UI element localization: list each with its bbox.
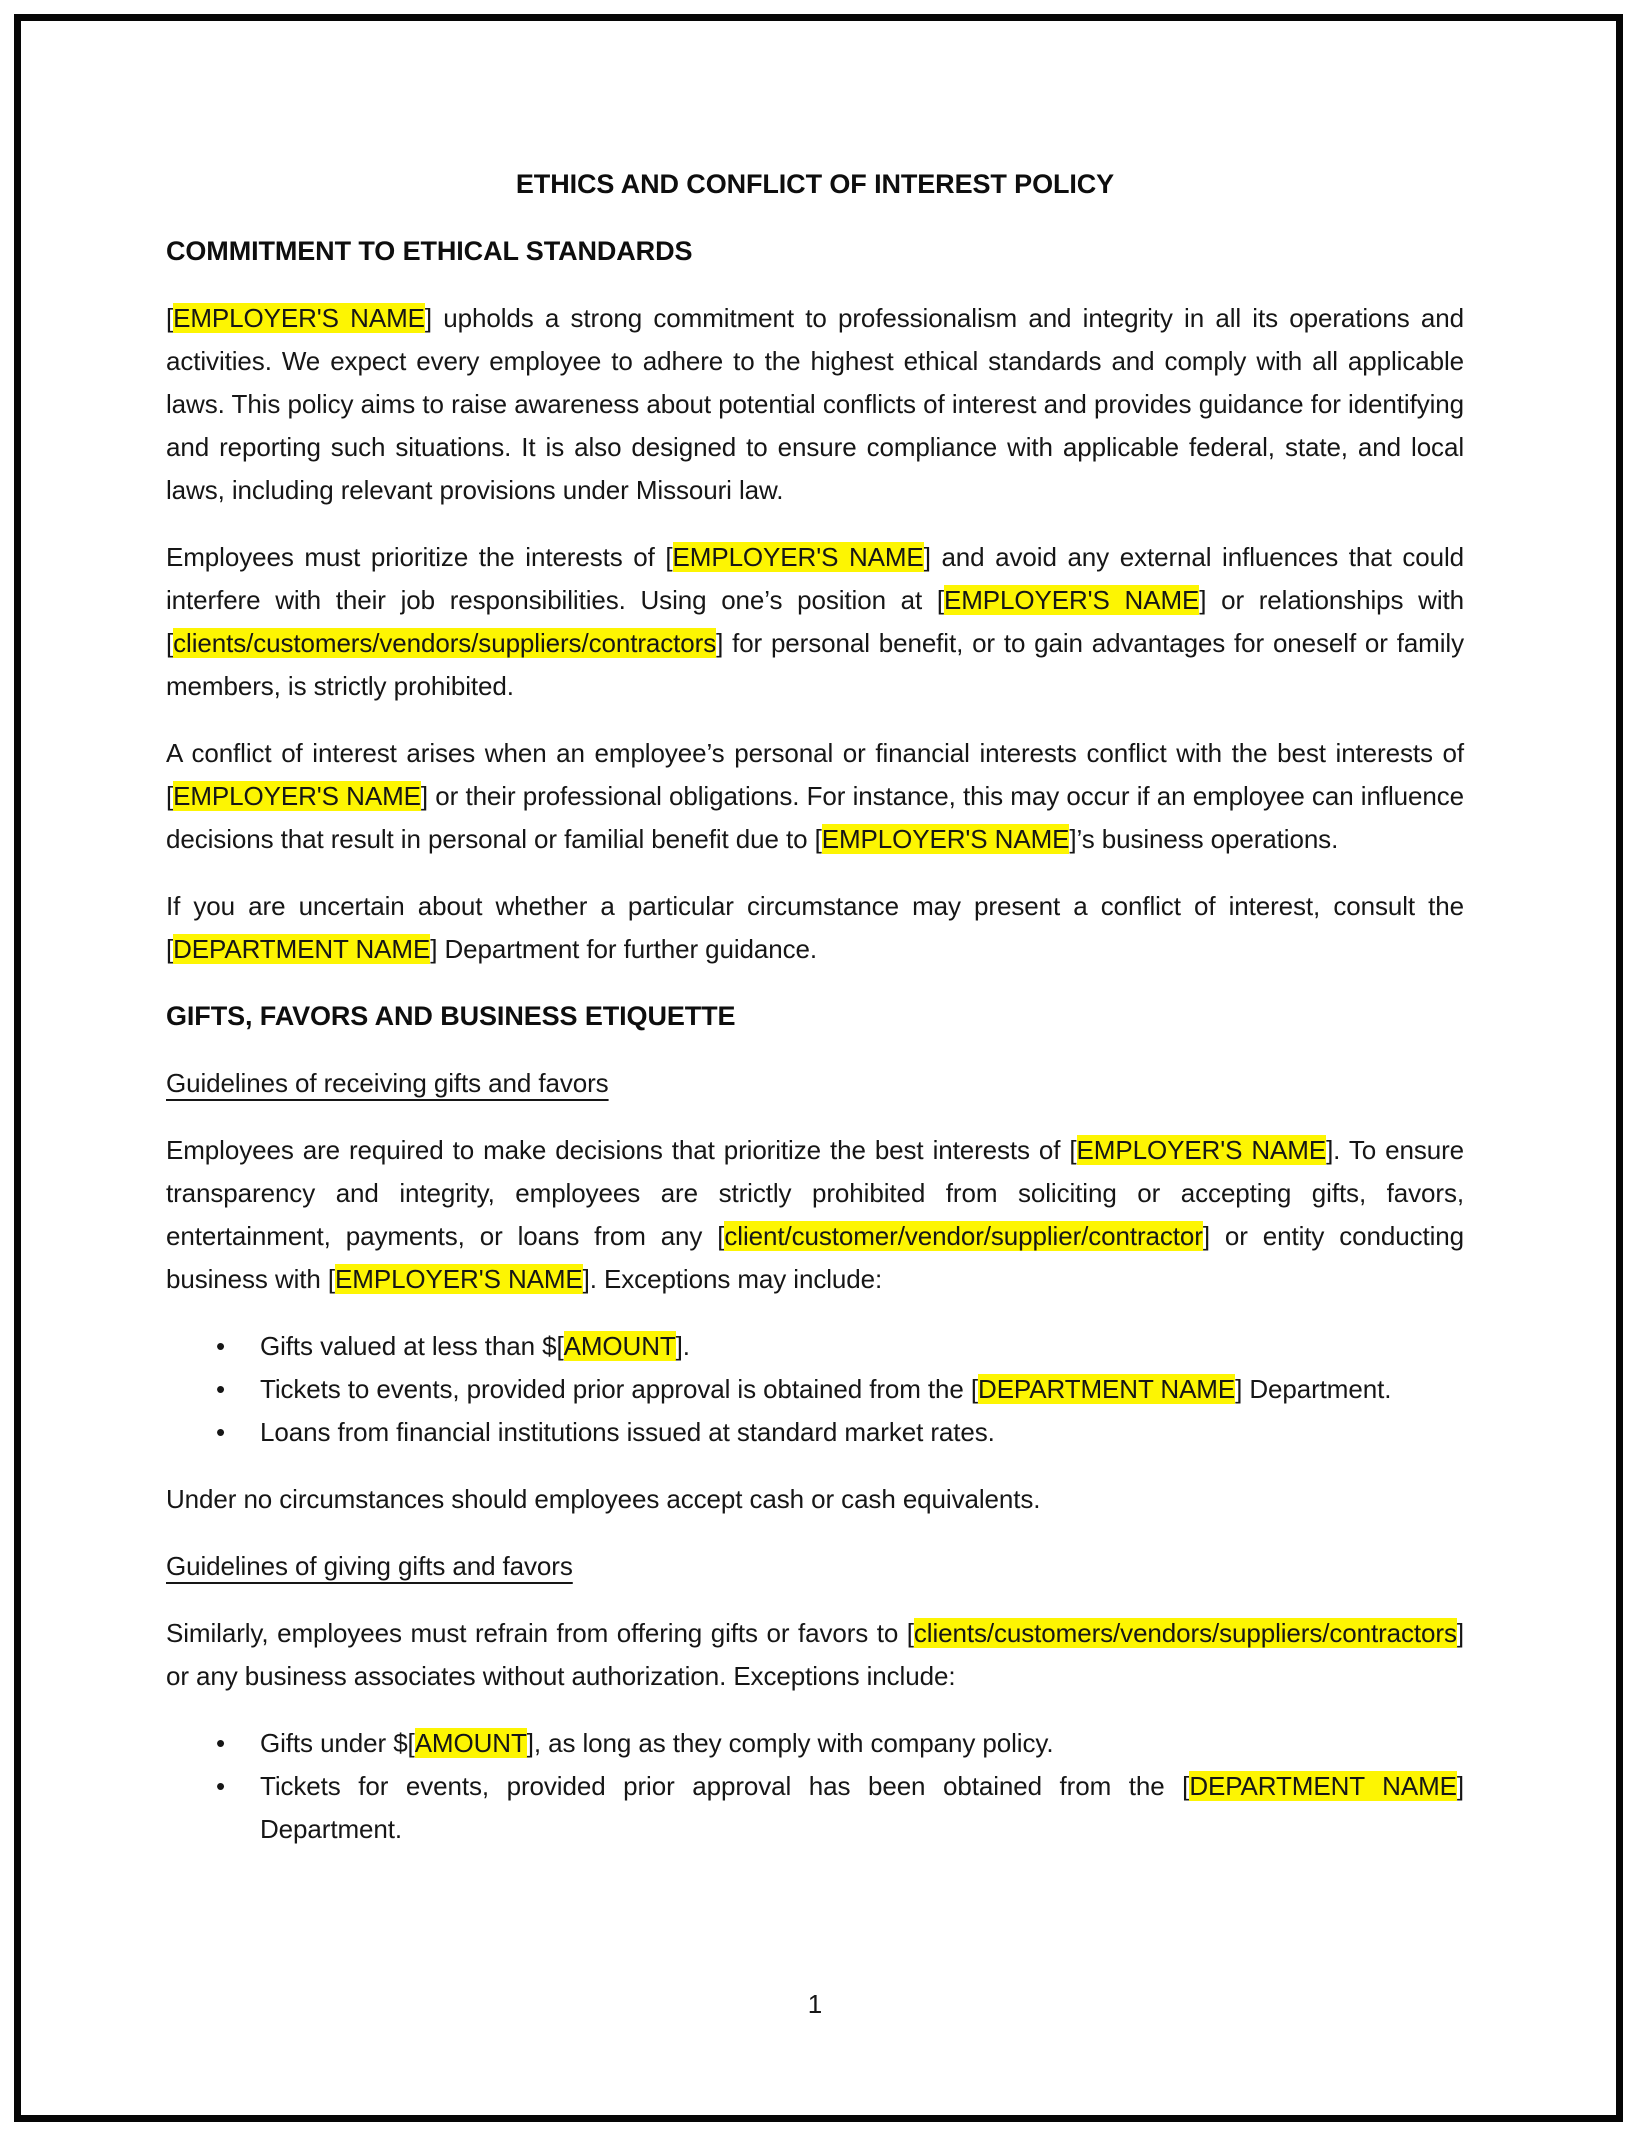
placeholder-highlight: EMPLOYER'S NAME: [944, 585, 1200, 615]
page-number: 1: [807, 1989, 823, 2019]
text-run: ] or entity conducting business with [: [166, 1221, 1465, 1294]
text-run: Loans from financial institutions issued at standard market rates.: [260, 1417, 995, 1447]
giving-exceptions-list: [166, 1722, 1464, 1851]
text-run: Employees are required to make decisions that prioritize the best interests of [: [166, 1135, 1077, 1165]
placeholder-highlight: client/customer/vendor/supplier/contractor: [724, 1221, 1203, 1251]
list-item-tickets-for-events: [166, 1765, 1464, 1851]
text-run: Gifts valued at less than $[: [260, 1331, 564, 1361]
text-run: [: [166, 303, 174, 333]
text-run: ] or relationships with [: [166, 585, 1464, 658]
text-run: Similarly, employees must refrain from offering gifts or favors to [: [166, 1618, 914, 1648]
paragraph-giving-intro: [166, 1612, 1464, 1698]
paragraph-commitment-4: [166, 885, 1464, 971]
text-run: Employees must prioritize the interests of [: [166, 542, 673, 572]
document-title: ETHICS AND CONFLICT OF INTEREST POLICY: [515, 169, 1115, 199]
text-run: ] for personal benefit, or to gain advantages for oneself or family members, is strictly prohibited.: [166, 628, 1464, 701]
placeholder-highlight: EMPLOYER'S NAME: [1076, 1135, 1327, 1165]
text-run: Tickets to events, provided prior approval is obtained from the [: [260, 1374, 979, 1404]
section-heading-gifts: GIFTS, FAVORS AND BUSINESS ETIQUETTE: [166, 1001, 736, 1031]
placeholder-highlight: EMPLOYER'S NAME: [335, 1264, 583, 1294]
placeholder-highlight: DEPARTMENT NAME: [1189, 1771, 1457, 1801]
text-run: ] or any business associates without authorization. Exceptions include:: [166, 1618, 1464, 1691]
placeholder-highlight: AMOUNT: [414, 1728, 527, 1758]
subheading-receiving-gifts: Guidelines of receiving gifts and favors: [166, 1068, 609, 1098]
placeholder-highlight: EMPLOYER'S NAME: [821, 824, 1070, 854]
section-heading-commitment: COMMITMENT TO ETHICAL STANDARDS: [166, 236, 693, 266]
text-run: ].: [675, 1331, 690, 1361]
text-run: ] or their professional obligations. For instance, this may occur if an employee can influence decisions that result in personal or familial benefit due to [: [166, 781, 1464, 854]
text-run: ] Department.: [260, 1771, 1464, 1844]
list-item-tickets-to-events: [166, 1368, 1464, 1411]
document-content: [166, 163, 1464, 1875]
placeholder-highlight: clients/customers/vendors/suppliers/contractors: [913, 1618, 1457, 1648]
paragraph-commitment-1: [166, 297, 1464, 512]
text-run: ]’s business operations.: [1069, 824, 1339, 854]
placeholder-highlight: DEPARTMENT NAME: [978, 1374, 1236, 1404]
receiving-exceptions-list: [166, 1325, 1464, 1454]
placeholder-highlight: clients/customers/vendors/suppliers/contractors: [173, 628, 717, 658]
text-run: A conflict of interest arises when an employee’s personal or financial interests conflict with the best interests of [: [166, 738, 1464, 811]
text-run: ] Department for further guidance.: [430, 934, 818, 964]
text-run: Tickets for events, provided prior approval has been obtained from the [: [260, 1771, 1190, 1801]
list-item-gifts-under: [166, 1722, 1464, 1765]
text-run: ] Department.: [1235, 1374, 1392, 1404]
placeholder-highlight: AMOUNT: [563, 1331, 676, 1361]
text-run: ]. Exceptions may include:: [582, 1264, 883, 1294]
text-run: Gifts under $[: [260, 1728, 415, 1758]
list-item-loans: [166, 1411, 1464, 1454]
placeholder-highlight: DEPARTMENT NAME: [173, 934, 431, 964]
paragraph-receiving-intro: [166, 1129, 1464, 1301]
paragraph-commitment-3: [166, 732, 1464, 861]
list-item-gifts-valued: [166, 1325, 1464, 1368]
placeholder-highlight: EMPLOYER'S NAME: [173, 303, 425, 333]
paragraph-commitment-2: [166, 536, 1464, 708]
text-run: ]. To ensure transparency and integrity, employees are strictly prohibited from soliciting or accepting gifts, favors, entertainment, payments, or loans from any [: [166, 1135, 1465, 1251]
text-run: Under no circumstances should employees accept cash or cash equivalents.: [166, 1484, 1041, 1514]
paragraph-no-cash-note: [166, 1478, 1464, 1521]
text-run: ] upholds a strong commitment to professionalism and integrity in all its operations and activities. We expect every employee to adhere to the highest ethical standards and comply with all applicable laws. This policy aims to raise awareness about potential conflicts of interest and provides guidance for identifying and reporting such situations. It is also designed to ensure compliance with applicable federal, state, and local laws, including relevant provisions under Missouri law.: [166, 303, 1464, 505]
subheading-giving-gifts: Guidelines of giving gifts and favors: [166, 1551, 573, 1581]
text-run: ], as long as they comply with company policy.: [526, 1728, 1054, 1758]
placeholder-highlight: EMPLOYER'S NAME: [173, 781, 421, 811]
placeholder-highlight: EMPLOYER'S NAME: [672, 542, 924, 572]
text-run: If you are uncertain about whether a particular circumstance may present a conflict of interest, consult the [: [166, 891, 1464, 964]
text-run: ] and avoid any external influences that could interfere with their job responsibilities. Using one’s position at [: [166, 542, 1465, 615]
